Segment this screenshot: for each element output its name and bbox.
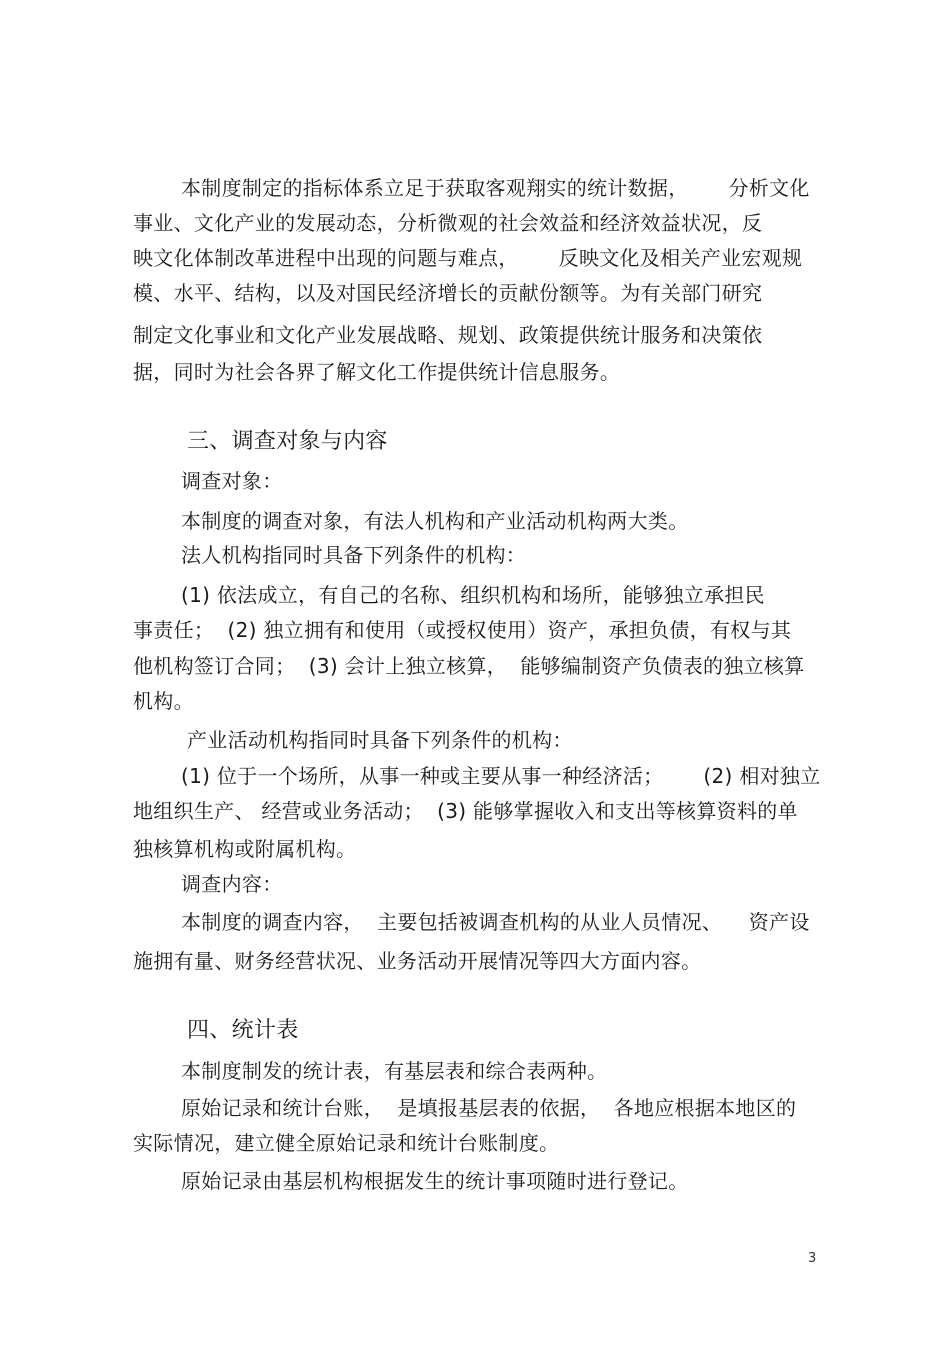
s3-line-5: 事责任； (2) 独立拥有和使用（或授权使用）资产，承担负债，有权与其 [133,618,792,642]
s3-line-10: 地组织生产、 经营或业务活动； (3) 能够掌握收入和支出等核算资料的单 [133,799,798,823]
intro-line-5: 制定文化事业和文化产业发展战略、规划、政策提供统计服务和决策依 [133,323,763,347]
intro-line-2: 事业、文化产业的发展动态，分析微观的社会效益和经济效益状况，反 [133,211,763,235]
s4-line-1: 本制度制发的统计表，有基层表和综合表两种。 [181,1059,608,1083]
page-number: 3 [808,1251,817,1266]
s3-line-11: 独核算机构或附属机构。 [133,837,357,861]
s3-line-3: 法人机构指同时具备下列条件的机构： [181,543,527,567]
s4-line-3: 实际情况，建立健全原始记录和统计台账制度。 [133,1131,560,1155]
intro-line-6: 据，同时为社会各界了解文化工作提供统计信息服务。 [133,360,621,384]
s3-line-8: 产业活动机构指同时具备下列条件的机构： [187,728,573,752]
intro-line-4: 模、水平、结构，以及对国民经济增长的贡献份额等。为有关部门研究 [133,281,763,305]
s3-line-2: 本制度的调查对象，有法人机构和产业活动机构两大类。 [181,509,689,533]
s3-line-7: 机构。 [133,689,194,713]
section-heading-4: 四、统计表 [187,1018,299,1043]
s4-line-4: 原始记录由基层机构根据发生的统计事项随时进行登记。 [181,1169,689,1193]
s3-line-6: 他机构签订合同； (3) 会计上独立核算， 能够编制资产负债表的独立核算 [133,654,805,678]
s3-line-4: (1) 依法成立，有自己的名称、组织机构和场所，能够独立承担民 [181,583,765,607]
s3-line-12: 调查内容： [181,872,283,896]
intro-line-3: 映文化体制改革进程中出现的问题与难点， 反映文化及相关产业宏观规 [133,246,803,270]
s4-line-2: 原始记录和统计台账， 是填报基层表的依据， 各地应根据本地区的 [181,1096,797,1120]
s3-line-13: 本制度的调查内容， 主要包括被调查机构的从业人员情况、 资产设 [181,910,810,934]
intro-line-1: 本制度制定的指标体系立足于获取客观翔实的统计数据， 分析文化 [181,176,810,200]
s3-line-14: 施拥有量、财务经营状况、业务活动开展情况等四大方面内容。 [133,949,702,973]
s3-line-1: 调查对象： [181,469,283,493]
section-heading-3: 三、调查对象与内容 [187,429,388,454]
s3-line-9: (1) 位于一个场所，从事一种或主要从事一种经济活； (2) 相对独立 [181,764,821,788]
